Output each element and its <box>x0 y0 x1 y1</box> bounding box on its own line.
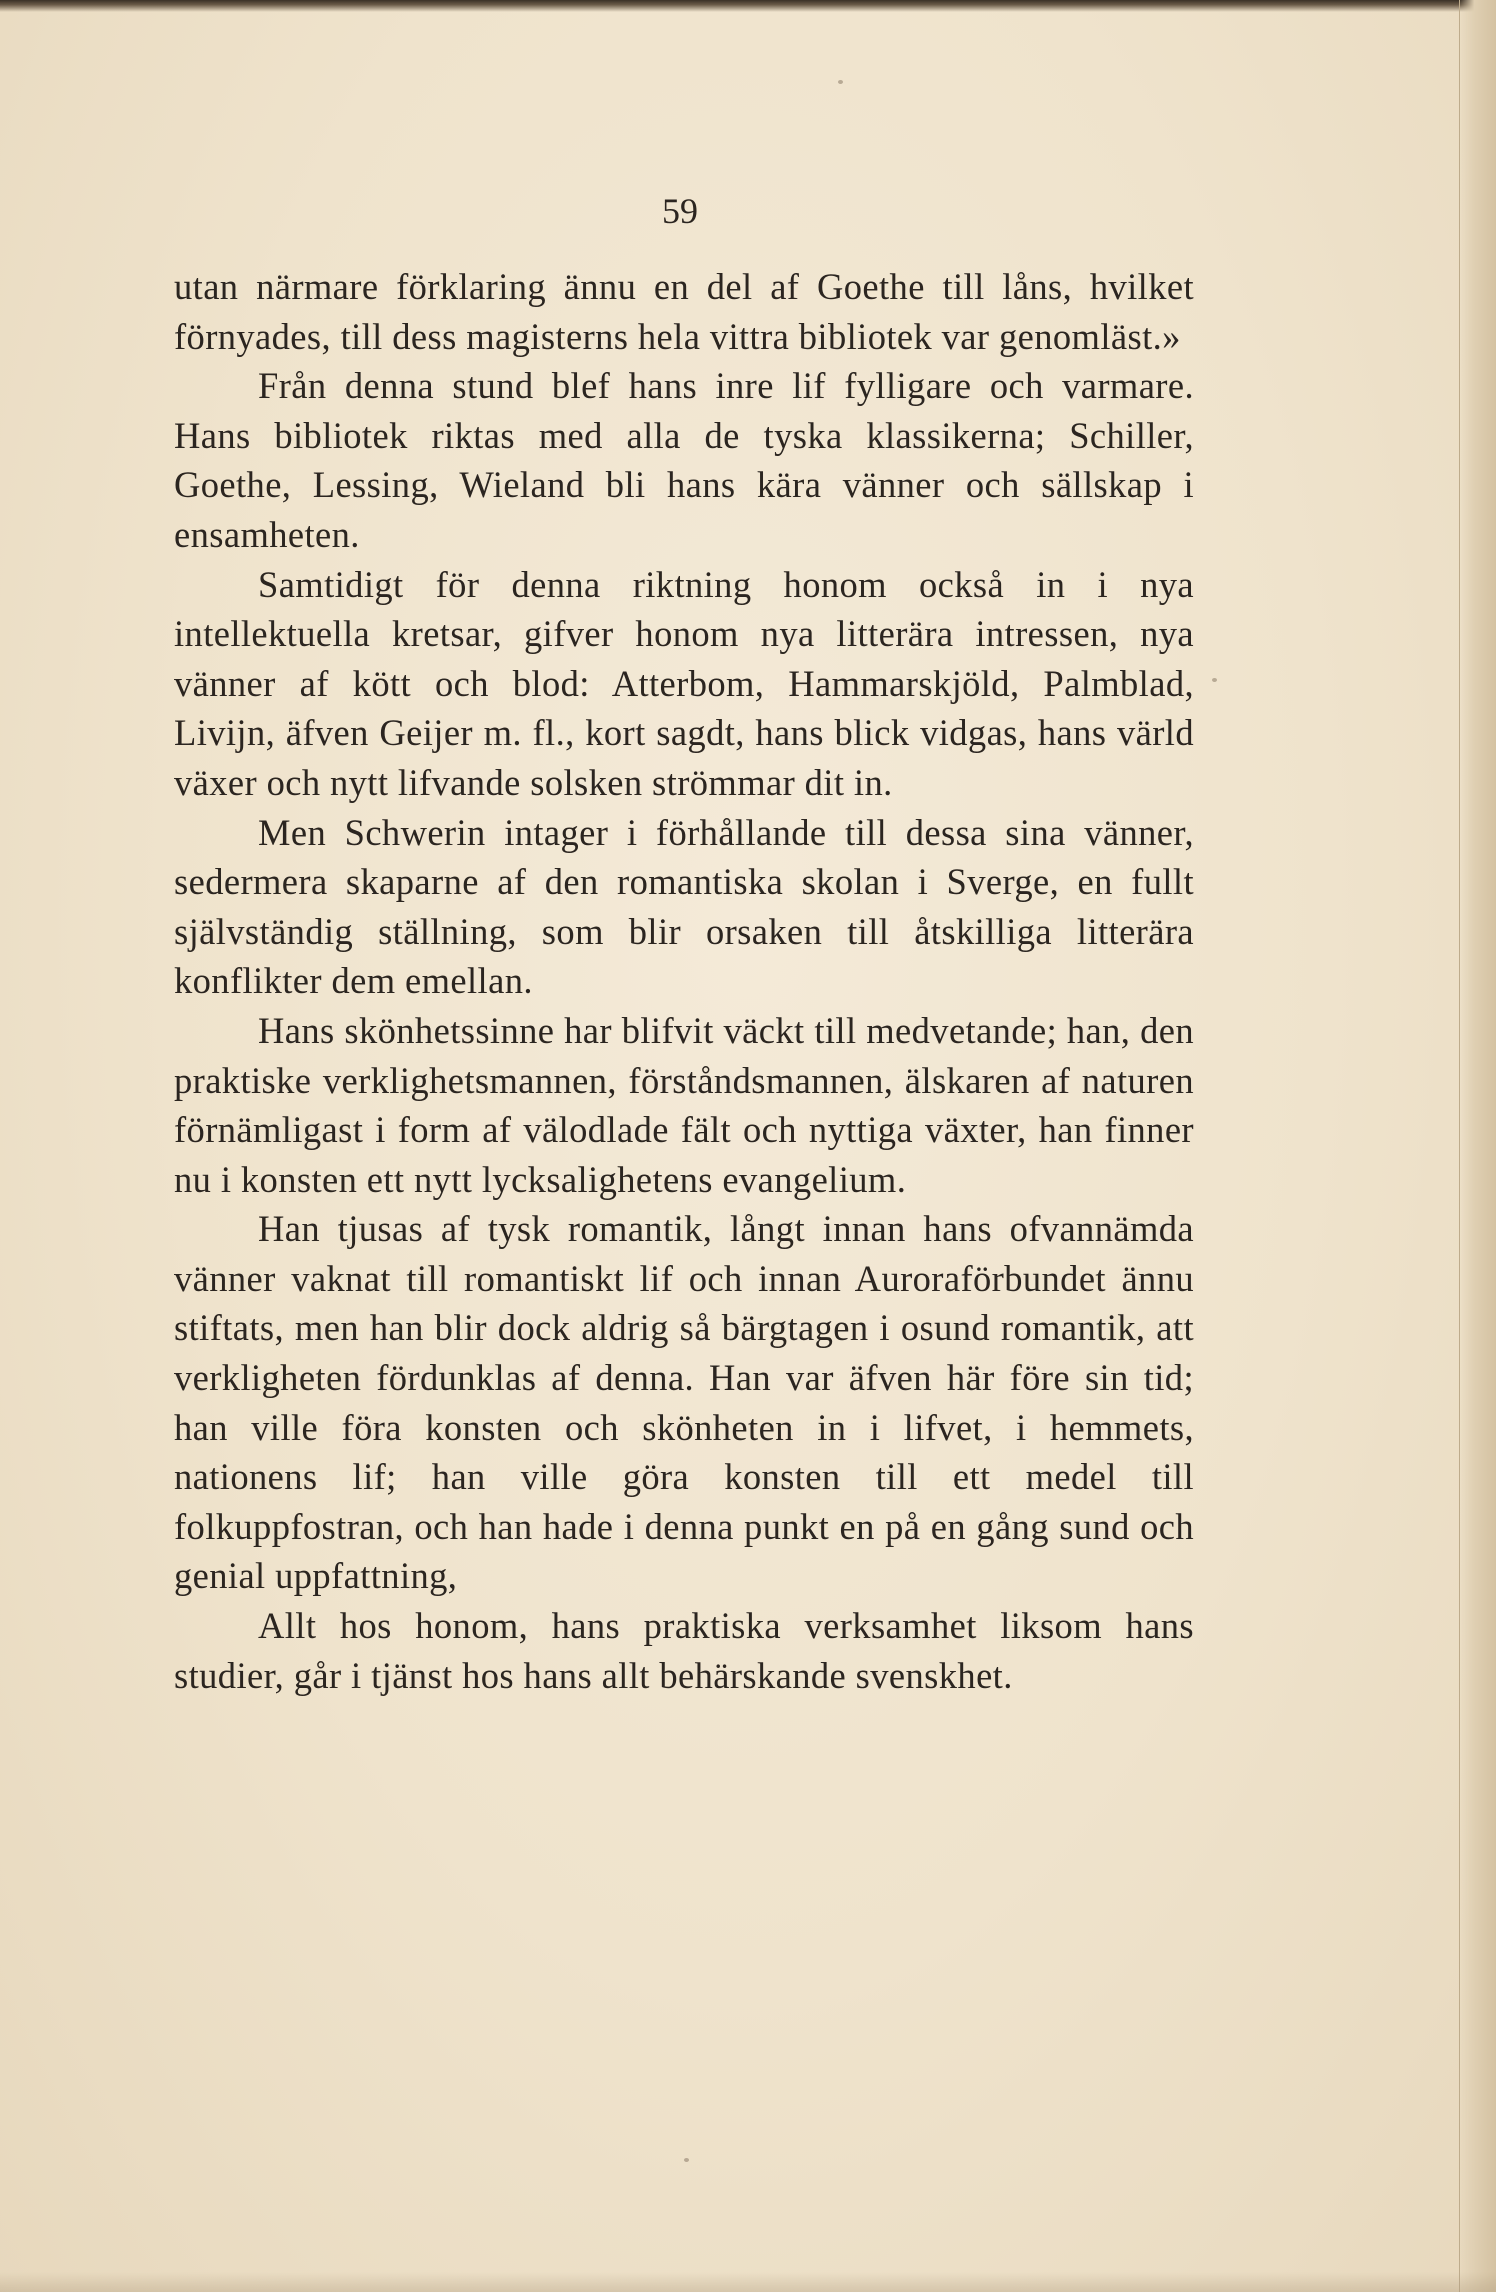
page-right-edge <box>1459 0 1496 2292</box>
paragraph: Allt hos honom, hans praktiska verksamhet liksom hans studier, går i tjänst hos hans allt behärskande svenskhet. <box>174 1605 1194 1696</box>
page-number: 59 <box>662 191 698 231</box>
paragraph: Samtidigt för denna riktning honom också in i nya intellektuella kretsar, gifver honom nya litterära intressen, nya vänner af kött och blod: Atterbom, Hammarskjöld, Palmblad, Livijn, äfven Geijer m. fl., kort sagdt, hans blick vidgas, hans värld växer och nytt lifvande solsken strömmar dit in. <box>174 563 1194 803</box>
paper-speck <box>838 80 843 84</box>
paper-speck <box>684 2158 689 2162</box>
paragraph: Hans skönhetssinne har blifvit väckt till medvetande; han, den praktiske verklighetsmannen, förståndsmannen, älskaren af naturen förnämligast i form af välodlade fält och nyttiga växter, han finner nu i konsten ett nytt lycksalighetens evangelium. <box>174 1009 1194 1200</box>
paragraph: Han tjusas af tysk romantik, långt innan hans ofvannämda vänner vaknat till romantiskt lif och innan Auroraförbundet ännu stiftats, men han blir dock aldrig så bärgtagen i osund romantik, att verkligheten fördunklas af denna. Han var äfven här före sin tid; han ville föra konsten och skönheten in i lifvet, i hemmets, nationens lif; han ville göra konsten till ett medel till folkuppfostran, och han hade i denna punkt en på en gång sund och genial uppfattning, <box>174 1208 1194 1597</box>
body-text <box>174 262 1194 1700</box>
page-top-edge <box>0 0 1496 12</box>
page-bottom-shadow <box>0 2272 1496 2292</box>
paper-speck <box>1212 678 1217 682</box>
paragraph: Men Schwerin intager i förhållande till dessa sina vänner, sedermera skaparne af den romantiska skolan i Sverge, en fullt självständig ställning, som blir orsaken till åtskilliga litterära konflikter dem emellan. <box>174 811 1194 1002</box>
paragraph: Från denna stund blef hans inre lif fylligare och varmare. Hans bibliotek riktas med alla de tyska klassikerna; Schiller, Goethe, Lessing, Wieland bli hans kära vänner och sällskap i ensamheten. <box>174 365 1194 555</box>
paragraph: utan närmare förklaring ännu en del af Goethe till låns, hvilket förnyades, till dess magisterns hela vittra bibliotek var genomläst.» <box>174 266 1194 357</box>
